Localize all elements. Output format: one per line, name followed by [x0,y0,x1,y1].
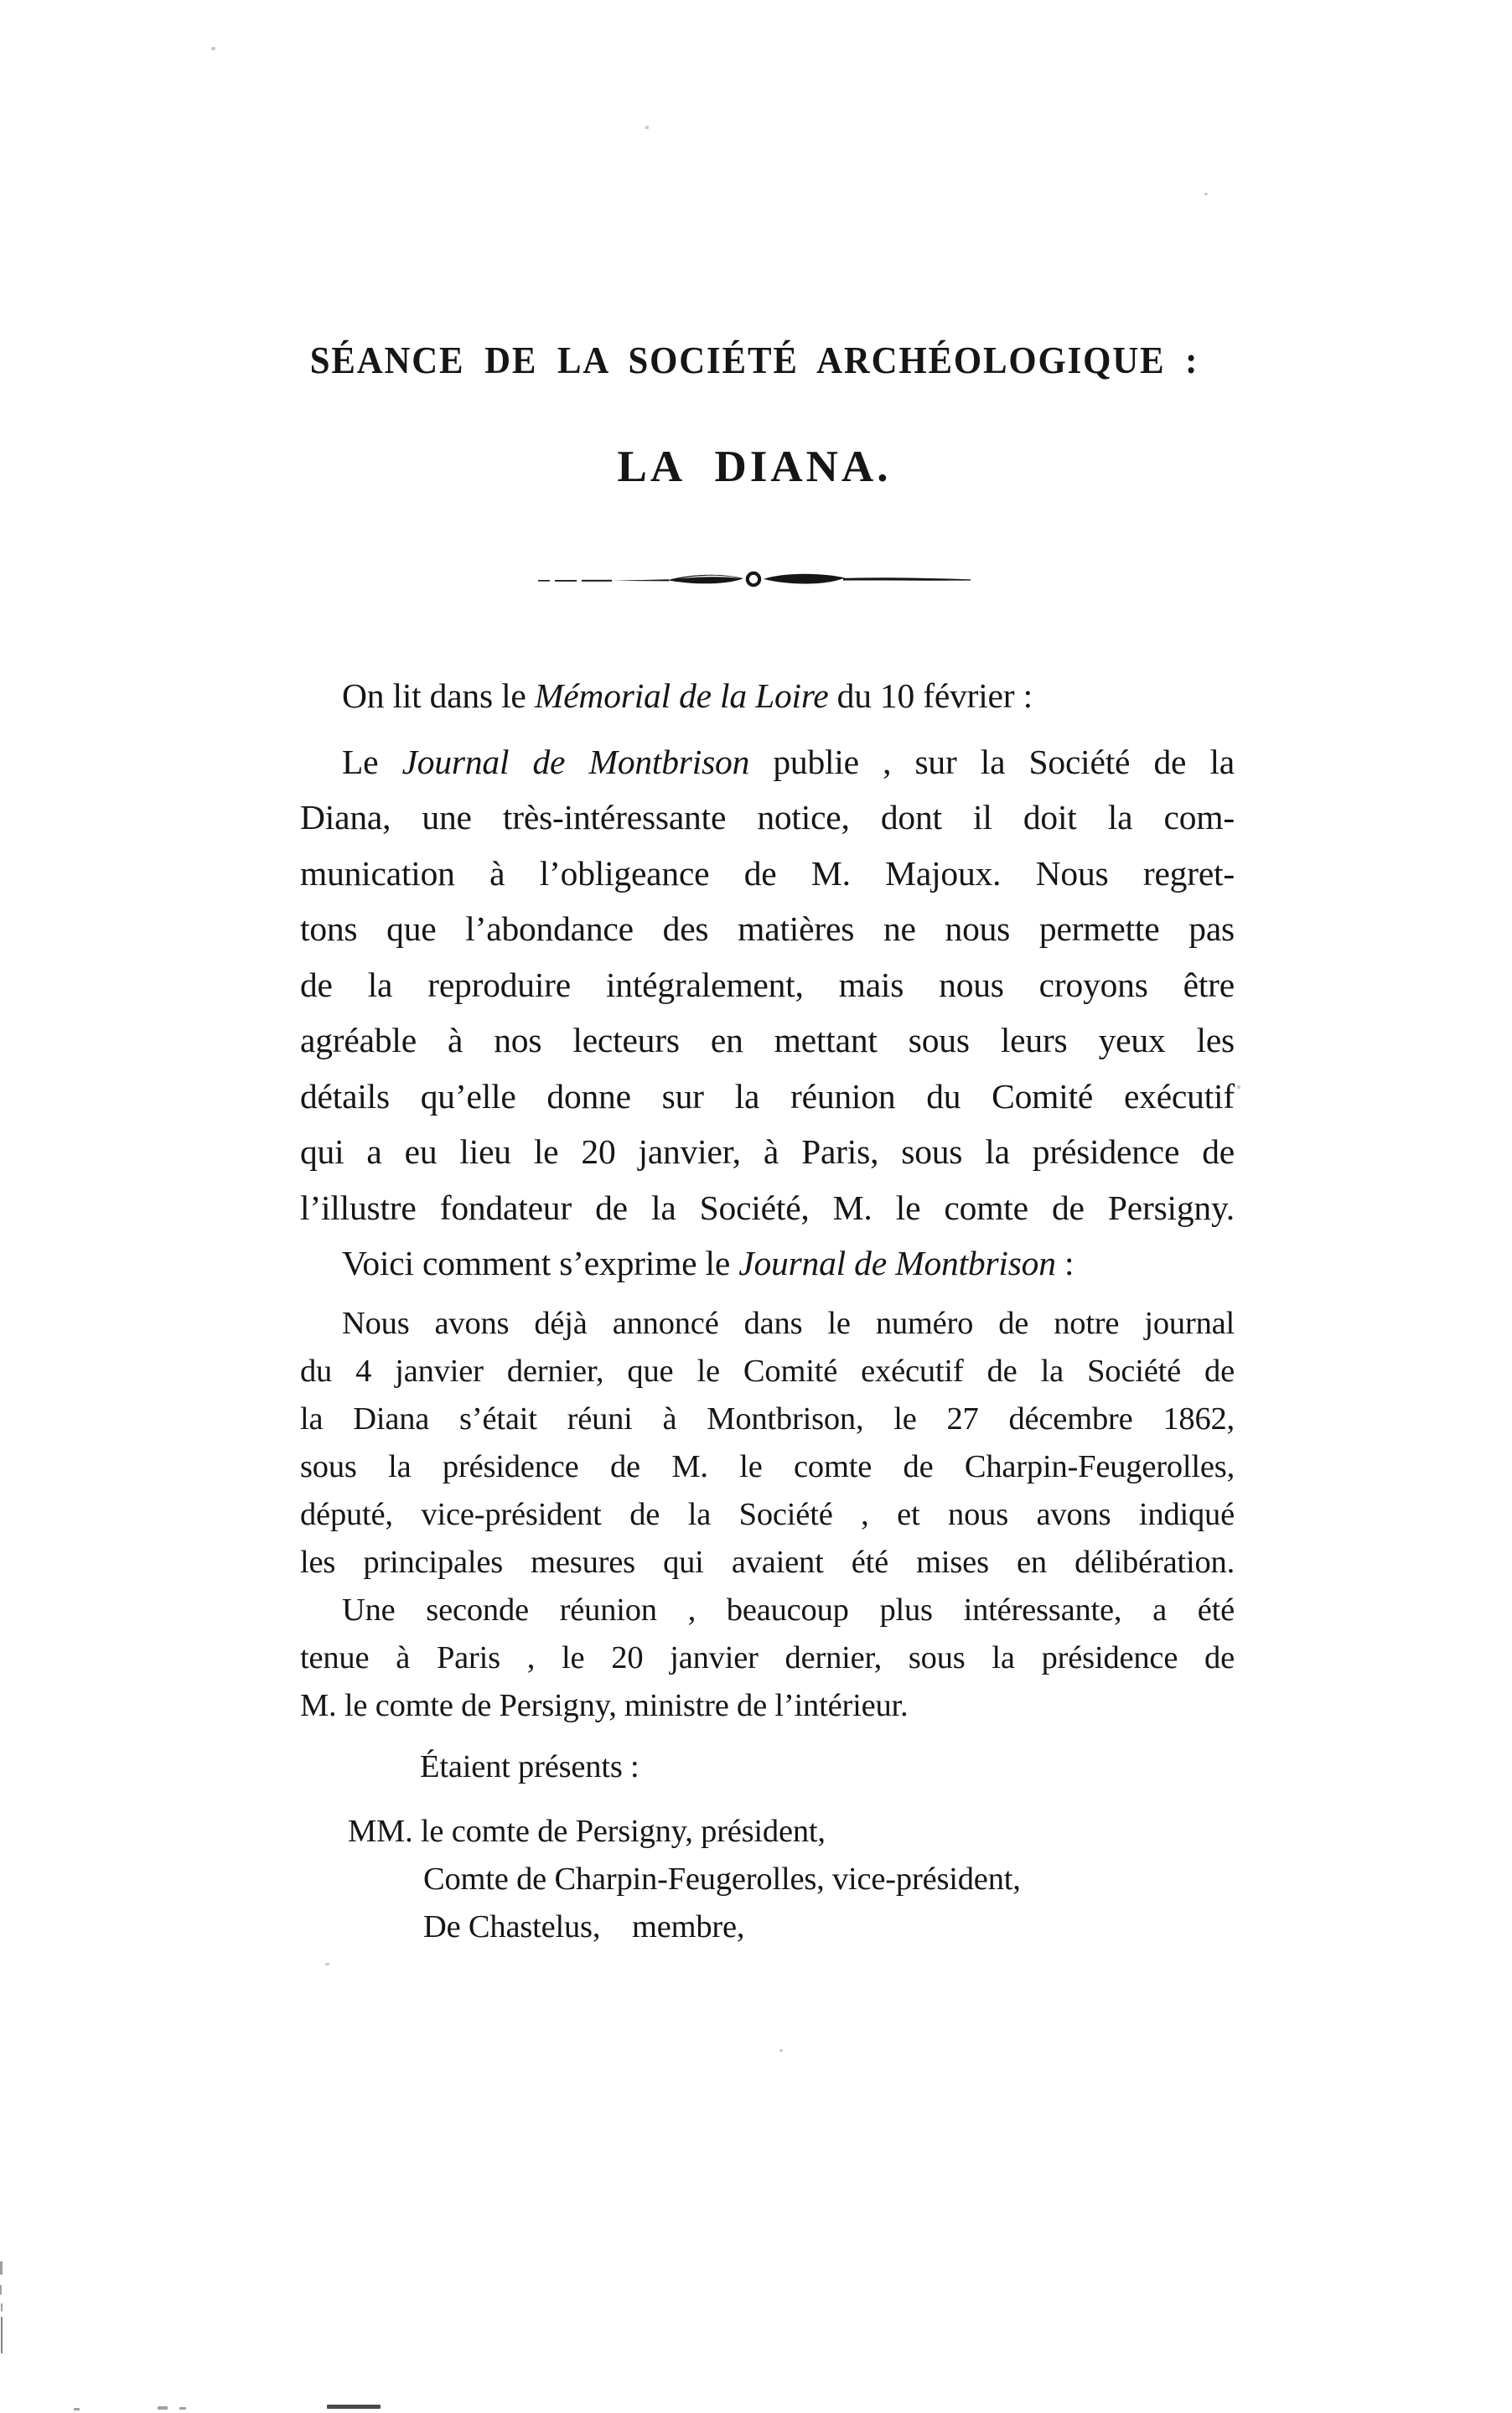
text-line [300,790,1235,846]
text-line [300,1682,1235,1730]
page-edge-mark [1,2303,3,2312]
text-line [300,668,1235,724]
text-line [300,1856,1235,1903]
text-segment: Voici comment s’exprime le [342,1244,739,1282]
italic-text-segment: Journal de Montbrison [401,742,750,781]
body-text [300,668,1235,1951]
bottom-edge-mark [74,2408,80,2410]
memorial-excerpt [300,734,1235,1236]
intro-line [300,668,1235,724]
text-segment: tenue à Paris , le 20 janvier dernier, sous la présidence de [300,1639,1235,1675]
text-segment: détails qu’elle donne sur la réunion du Comité exécutif [300,1076,1235,1116]
text-segment: Diana, une très-intéressante notice, dont il doit la com- [300,798,1235,836]
text-line [300,1300,1235,1348]
text-line [300,1396,1235,1443]
scan-speck [1204,193,1208,195]
text-line [300,846,1235,902]
italic-text-segment: Mémorial de la Loire [534,676,829,715]
journal-quote-1 [300,1300,1235,1587]
text-segment: M. le comte de Persigny, ministre de l’intérieur. [300,1687,909,1723]
italic-text-segment: Journal de Montbrison [738,1244,1056,1282]
text-segment: de la reproduire intégralement, mais nous croyons être [300,965,1235,1004]
bottom-edge-mark [327,2405,381,2409]
page-title-line2: LA DIANA. [617,443,892,491]
presents-line [300,1743,1235,1791]
text-segment: Nous avons déjà annoncé dans le numéro de notre journal [342,1305,1235,1341]
text-segment: agréable à nos lecteurs en mettant sous leurs yeux les [300,1021,1235,1059]
text-segment: publie , sur la Société de la [749,742,1235,781]
text-line [300,1539,1235,1587]
text-segment: du 10 février : [828,676,1033,715]
text-segment: la Diana s’était réuni à Montbrison, le 27 décembre 1862, [300,1401,1235,1437]
voici-line [300,1235,1235,1292]
text-line [300,1634,1235,1682]
text-segment: Comte de Charpin-Feugerolles, vice-président, [423,1861,1021,1897]
text-segment: Le [342,742,402,781]
page-edge-mark [1,2317,3,2353]
text-line [300,1743,1235,1791]
text-line [300,1235,1235,1292]
text-segment: De Chastelus, membre, [423,1908,745,1944]
text-segment: munication à l’obligeance de M. Majoux. Nous regret- [300,853,1235,893]
text-segment: tons que l’abondance des matières ne nous permette pas [300,909,1235,948]
text-segment: MM. le comte de Persigny, président, [348,1813,826,1849]
ornamental-rule-icon [536,568,972,592]
text-segment: Une seconde réunion , beaucoup plus intéressante, a été [342,1592,1235,1628]
text-segment: : [1055,1244,1074,1282]
scan-speck [211,47,215,50]
ornamental-divider [210,568,1299,596]
text-line [300,1587,1235,1634]
text-line [300,957,1235,1013]
text-line [300,734,1235,790]
scan-speck [325,1963,329,1965]
text-line [300,1808,1235,1856]
attendees-list [300,1808,1235,1951]
text-segment: du 4 janvier dernier, que le Comité exécutif de la Société de [300,1353,1235,1389]
text-line [300,901,1235,957]
bottom-edge-mark [158,2406,168,2410]
scan-speck [645,126,649,129]
text-segment: les principales mesures qui avaient été mises en délibération. [300,1544,1235,1580]
text-line [300,1491,1235,1539]
text-line [300,1012,1235,1069]
page-edge-mark [0,2261,3,2275]
text-segment: député, vice-président de la Société , et nous avons indiqué [300,1496,1235,1532]
text-line [300,1069,1235,1125]
text-segment: sous la présidence de M. le comte de Charpin-Feugerolles, [300,1448,1235,1484]
text-line [300,1443,1235,1491]
text-segment: Étaient présents : [420,1748,639,1784]
scan-speck [1237,1085,1240,1089]
bottom-edge-mark [179,2407,186,2410]
text-line [300,1903,1235,1951]
text-segment: On lit dans le [342,676,535,715]
journal-quote-2 [300,1587,1235,1730]
page-edge-mark [0,2285,2,2295]
text-segment: qui a eu lieu le 20 janvier, à Paris, sous la présidence de [300,1132,1235,1171]
scan-speck [779,2049,783,2052]
page-title-line1: SÉANCE DE LA SOCIÉTÉ ARCHÉOLOGIQUE : [309,339,1199,381]
text-line [300,1180,1235,1236]
text-segment: l’illustre fondateur de la Société, M. le comte de Persigny. [300,1188,1235,1227]
text-line [300,1348,1235,1396]
text-line [300,1124,1235,1180]
